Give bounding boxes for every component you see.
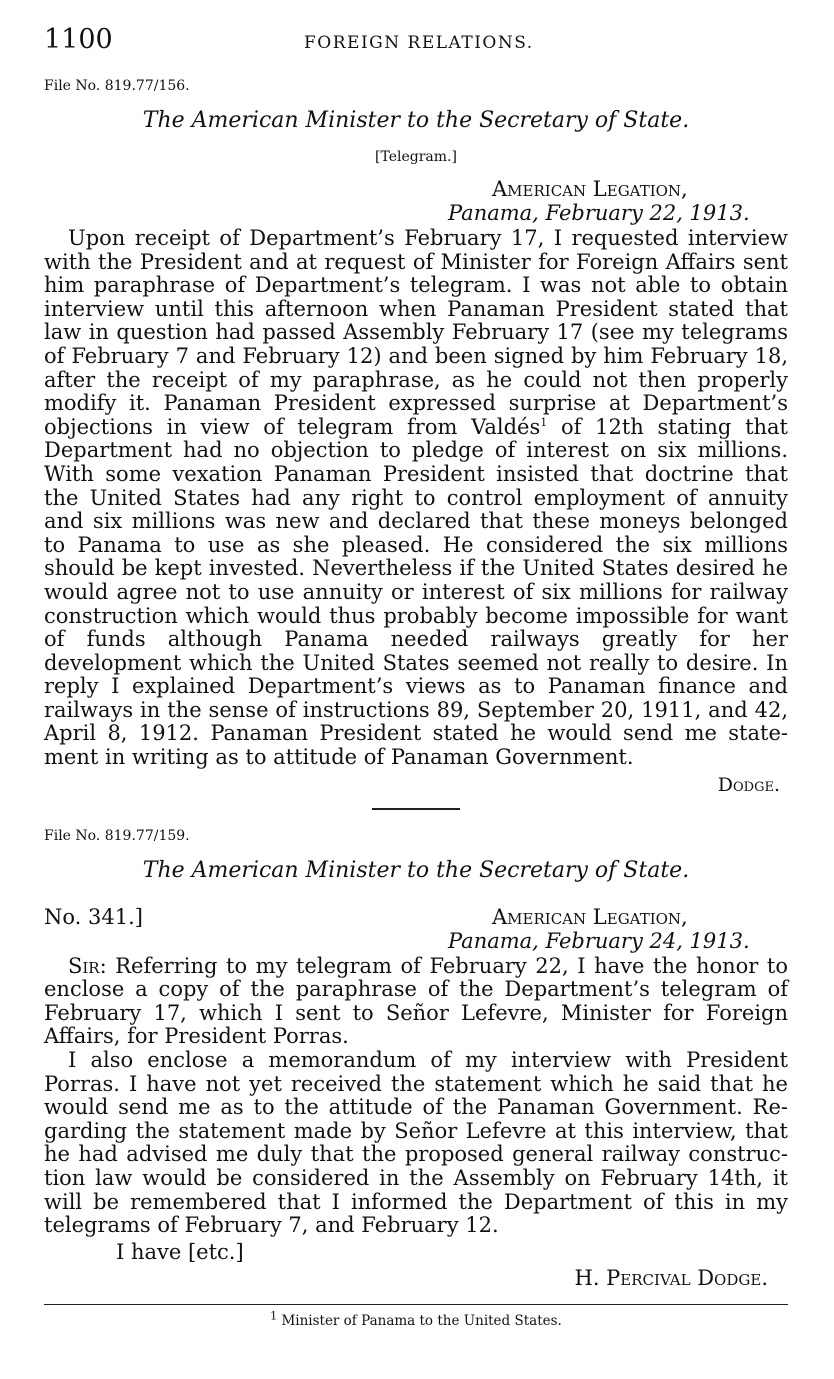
signature: Dodge. xyxy=(717,773,780,796)
legation-heading xyxy=(44,177,788,225)
salutation: Sir xyxy=(68,953,100,978)
legation-place-date: Panama, February 22, 1913. xyxy=(448,201,750,225)
telegram-body-continued: of 12th stating that Department had no objection to pledge of interest on six millions. With some vexation Panaman President insisted that doctrine that the United States had any right to control employment of annuity and six millions was new and declared that these moneys belonged to Panama to use as she pleased. He considered the six millions should be kept invested. Nevertheless if the United States desired he would agree not to use annuity or interest of six millions for railway construction which would thus probably become impossible for want of funds although Panama needed railways greatly for her development which the United States seemed not really to desire. In reply I explained Department’s views as to Panaman finance and railways in the sense of instructions 89, September 20, 1911, and 42, April 8, 1912. Panaman President stated he would send me statement in writing as to attitude of Panaman Government. xyxy=(44,414,788,770)
document-title: The American Minister to the Secretary of State. xyxy=(142,108,690,133)
footnote-rule xyxy=(44,1304,788,1305)
complimentary-close: I have [etc.] xyxy=(116,1239,244,1264)
telegram-body-text: Upon receipt of Department’s February 17, I requested interview with the President and at request of Minister for Foreign Affairs sent him paraphrase of Department’s telegram. I was not able to obtain interview until this afternoon when Panaman President stated that law in question had passed Assembly February 17 (see my telegrams of February 7 and February 12) and been signed by him February 18, after the receipt of my paraphrase, as he could not then properly modify it. Panaman President expressed surprise at Department’s objections in view of telegram from Valdés xyxy=(44,226,788,439)
signature: H. Percival Dodge. xyxy=(574,1265,768,1290)
legation-name: American Legation, xyxy=(492,177,688,201)
legation-heading xyxy=(44,905,788,953)
telegram-body xyxy=(44,227,788,770)
despatch-paragraph xyxy=(44,955,788,1049)
footnote-reference: 1 xyxy=(540,415,548,429)
file-number: File No. 819.77/159. xyxy=(44,827,190,844)
footnote-text: Minister of Panama to the United States. xyxy=(281,1312,562,1329)
file-number: File No. 819.77/156. xyxy=(44,78,190,94)
document-page xyxy=(44,24,788,1329)
legation-place-date: Panama, February 24, 1913. xyxy=(448,928,750,953)
page-number: 1100 xyxy=(44,24,113,55)
paragraph-text: : Referring to my telegram of February 22, I have the honor to enclose a copy of the paraphrase of the Department’s telegram of February 17, which I sent to Señor Lefevre, Minister for Foreign Affairs, for President Porras. xyxy=(44,953,788,1049)
document-title: The American Minister to the Secretary of State. xyxy=(142,857,690,883)
running-title: FOREIGN RELATIONS. xyxy=(304,33,534,53)
section-divider xyxy=(372,808,460,810)
closing-row xyxy=(44,1240,788,1264)
despatch-number: No. 341.] xyxy=(44,904,143,929)
legation-name: American Legation, xyxy=(492,904,688,929)
running-head xyxy=(44,24,788,58)
telegram-note: [Telegram.] xyxy=(375,149,457,165)
footnote-marker: 1 xyxy=(270,1309,278,1323)
footnote xyxy=(44,1309,788,1329)
despatch-paragraph: I also enclose a memorandum of my interview with President Porras. I have not yet received the statement which he said that he would send me as to the attitude of the Panaman Government. Regarding the statement made by Señor Lefevre at this interview, that he had advised me duly that the proposed general railway construction law would be considered in the Assembly on February 14th, it will be remembered that I informed the Department of this in my telegrams of February 7, and February 12. xyxy=(44,1048,788,1238)
